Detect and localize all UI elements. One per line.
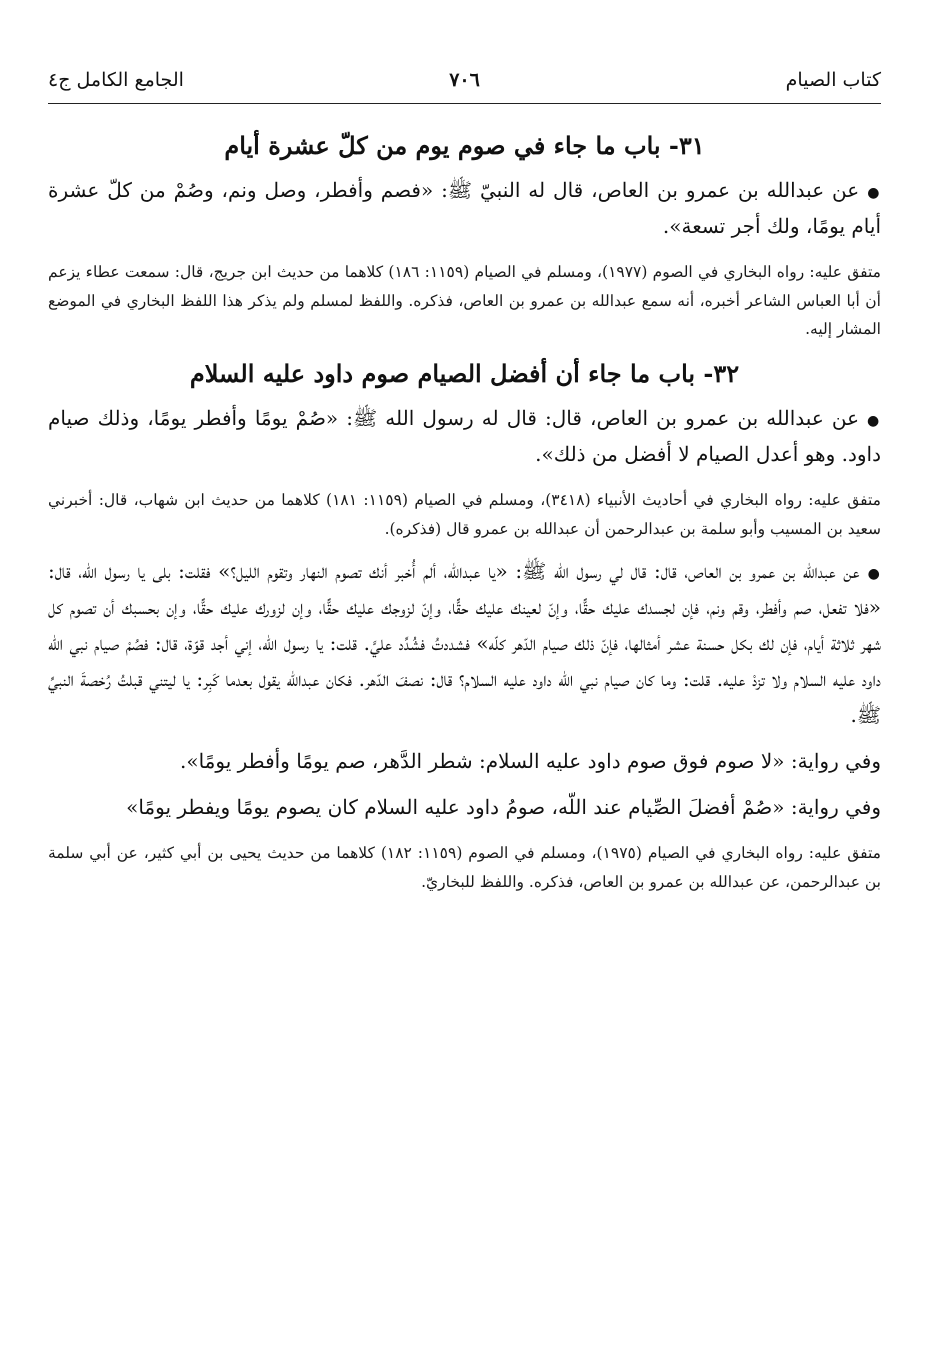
chapter-31-takhrij: متفق عليه: رواه البخاري في الصوم (١٩٧٧)، ومسلم في الصيام (١١٥٩: ١٨٦) كلاهما من حديث ابن جريج، قال: سمعت عطاء يزعم أن أبا العباس الشاعر أخبره، أنه سمع عبدالله بن عمرو بن العاص، فذكره. واللفظ لمسلم ولم يذكر هذا اللفظ البخاري في الموضع المشار إليه. xyxy=(48,263,881,339)
page-number: ٧٠٦ xyxy=(449,69,480,91)
chapter-32-hadith-2-text: عن عبدالله بن عمرو بن العاص، قال: قال لي رسول الله ﷺ: «يا عبدالله، ألم أُخبر أنك تصوم النهار وتقوم الليل؟» فقلت: بلى يا رسول الله، قال: «فلا تفعل، صم وأفطر، وقم ونم، فإن لجسدك عليك حقًّا، وإنّ لعينك عليك حقًّا، وإنّ لزوجك عليك حقًّا، وإن لزورك عليك حقًّا، وإن بحسبك أن تصوم كل شهر ثلاثة أيام، فإن لك بكل حسنة عشر أمثالها، فإنّ ذلك صيام الدّهر كلّه» فشددتُ فشُدِّد عليَّ. قلت: يا رسول الله، إني أجد قوّة، قال: فصُمْ صيام نبي الله داود عليه السلام ولا تزدْ عليه. قلت: وما كان صيام نبي الله داود عليه السلام؟ قال: نصفَ الدّهر. فكان عبدالله يقول بعدما كَبِر: يا ليتني قبلتُ رُخصةَ النبيِّ ﷺ. xyxy=(48,559,882,728)
page-header xyxy=(48,0,881,104)
chapter-32-hadith-1 xyxy=(48,400,881,472)
chapter-31-hadith-text: عن عبدالله بن عمرو بن العاص، قال له النبيّ ﷺ: «فصم وأفطر، وصل ونم، وصُمْ من كلّ عشرة أيام يومًا، ولك أجر تسعة». xyxy=(48,178,881,238)
chapter-31-hadith xyxy=(48,172,881,244)
book-title: كتاب الصيام xyxy=(785,69,881,91)
chapter-32-takhrij-1: متفق عليه: رواه البخاري في أحاديث الأنبياء (٣٤١٨)، ومسلم في الصيام (١١٥٩: ١٨١) كلاهما من حديث ابن شهاب، قال: أخبرني سعيد بن المسيب وأبو سلمة بن عبدالرحمن أن عبدالله بن عمرو قال (فذكره). xyxy=(48,491,881,538)
bullet-icon: ● xyxy=(867,185,882,201)
bullet-icon: ● xyxy=(867,566,881,583)
chapter-32-title: ٣٢- باب ما جاء أن أفضل الصيام صوم داود عليه السلام xyxy=(189,359,740,389)
chapter-32-riwaya-1: وفي رواية: «لا صوم فوق صوم داود عليه السلام: شطر الدَّهر، صم يومًا وأفطر يومًا». xyxy=(179,749,881,774)
chapter-32-hadith-2 xyxy=(48,553,881,733)
bullet-icon: ● xyxy=(867,413,882,430)
chapter-32-riwaya-2: وفي رواية: «صُمْ أفضلَ الصِّيام عند اللّه، صومُ داود عليه السلام كان يصوم يومًا ويفطر يومًا» xyxy=(126,795,881,820)
chapter-32-hadith-1-text: عن عبدالله بن عمرو بن العاص، قال: قال له رسول الله ﷺ: «صُمْ يومًا وأفطر يومًا، وذلك صيام داود. وهو أعدل الصيام لا أفضل من ذلك». xyxy=(48,406,881,467)
chapter-32-takhrij-2: متفق عليه: رواه البخاري في الصيام (١٩٧٥)، ومسلم في الصوم (١١٥٩: ١٨٢) كلاهما من حديث يحيى بن أبي كثير، عن أبي سلمة بن عبدالرحمن، عن عبدالله بن عمرو بن العاص، فذكره. واللفظ للبخاريّ. xyxy=(48,844,881,892)
collection-title: الجامع الكامل ج٤ xyxy=(48,69,184,91)
chapter-31-title: ٣١- باب ما جاء في صوم يوم من كلّ عشرة أيام xyxy=(224,131,705,160)
